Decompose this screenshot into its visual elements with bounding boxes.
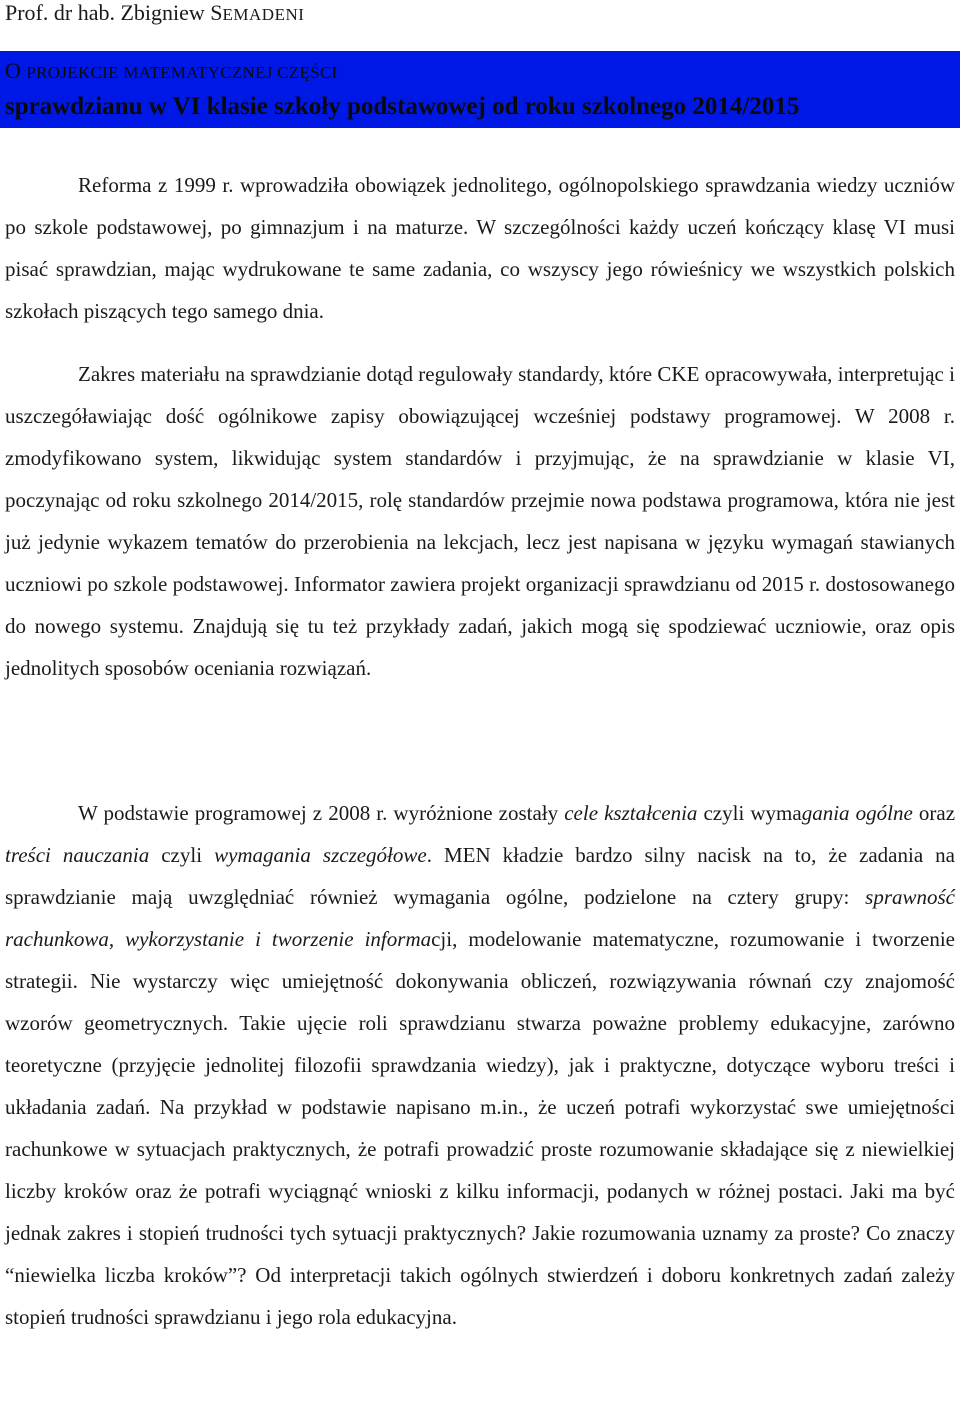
paragraph-1-text: Reforma z 1999 r. wprowadziła obowiązek jednolitego, ogólnopolskiego sprawdzania wiedzy uczniów po szkole podstawowej, po gimnazjum i na maturze. W szczególności każdy uczeń kończący klasę VI musi pisać sprawdzian, mając wydrukowane te same zadania, co wszyscy jego rówieśnicy we wszystkich polskich szkołach piszących tego samego dnia. (5, 173, 955, 323)
author-prefix: Prof. dr hab. Zbigniew S (5, 0, 223, 25)
p3-italic-grupy: sprawność rachunkowa, wykorzystanie i tworzenie informa (5, 885, 955, 951)
paragraph-2 (5, 353, 955, 689)
p3-italic-wymagania-szczegolowe: wymagania szczegółowe (214, 843, 427, 867)
p3-seg-czyli: czyli (697, 801, 751, 825)
p3-italic-wymagania-ogolne: gania ogólne (801, 801, 913, 825)
p3-seg-rest: cji, modelowanie matematyczne, rozumowanie i tworzenie strategii. Nie wystarczy więc umiejętność dokonywania obliczeń, rozwiązywania równań czy znajomość wzorów geometrycznych. Takie ujęcie roli sprawdzianu stwarza poważne problemy edukacyjne, zarówno teoretyczne (przyjęcie jednolitej filozofii sprawdzania wiedzy), jak i praktyczne, dotyczące wyboru treści i układania zadań. Na przykład w podstawie napisano m.in., że uczeń potrafi wykorzystać swe umiejętności rachunkowe w sytuacjach praktycznych, że potrafi prowadzić proste rozumowanie składające się z niewielkiej liczby kroków oraz że potrafi wyciągnąć wnioski z kilku informacji, podanych w różnej postaci. Jaki ma być jednak zakres i stopień trudności tych sytuacji praktycznych? Jakie rozumowania uznamy za proste? Co znaczy “niewielka liczba kroków”? Od interpretacji takich ogólnych stwierdzeń i doboru konkretnych zadań zależy stopień trudności sprawdzianu i jego rola edukacyjna. (5, 927, 955, 1329)
p3-seg-men: . MEN kładzie bardzo silny nacisk na to, że zadania na sprawdzianie mają uwzględniać również wymagania ogólne, podzielone na cztery grupy: (5, 843, 955, 909)
paragraph-2-text: Zakres materiału na sprawdzianie dotąd regulowały standardy, które CKE opracowywała, interpretując i uszczegóławiając dość ogólnikowe zapisy obowiązującej wcześniej podstawy programowej. W 2008 r. zmodyfikowano system, likwidując system standardów i przyjmując, że na sprawdzianie w klasie VI, poczynając od roku szkolnego 2014/2015, rolę standardów przejmie nowa podstawa programowa, która nie jest już jedynie wykazem tematów do przerobienia na lekcjach, lecz jest napisana w języku wymagań stawianych uczniowi po szkole podstawowej. Informator zawiera projekt organizacji sprawdzianu od 2015 r. dostosowanego do nowego systemu. Znajdują się tu też przykłady zadań, jakich mogą się spodziewać uczniowie, oraz opis jednolitych sposobów oceniania rozwiązań. (5, 362, 955, 680)
p3-italic-tresci: treści nauczania (5, 843, 150, 867)
paragraph-3 (5, 792, 955, 1338)
title-line-1-first: O (5, 58, 27, 83)
p3-seg-czyli-2: czyli (149, 843, 215, 867)
p3-seg-oraz: oraz (912, 801, 956, 825)
title-line-2: sprawdzianu w VI klasie szkoły podstawowej od roku szkolnego 2014/2015 (5, 93, 800, 120)
p3-seg-wyma: wyma (750, 801, 802, 825)
p3-italic-cele: cele kształcenia (564, 801, 698, 825)
p3-seg-1: W podstawie programowej z 2008 r. wyróżnione zostały (78, 801, 565, 825)
title-line-1-smallcaps: PROJEKCIE MATEMATYCZNEJ CZĘŚCI (26, 63, 338, 82)
author-line (5, 0, 304, 28)
paragraph-1 (5, 164, 955, 332)
title-line-1 (5, 57, 338, 87)
title-banner (0, 51, 960, 128)
author-surname: EMADENI (222, 5, 305, 24)
